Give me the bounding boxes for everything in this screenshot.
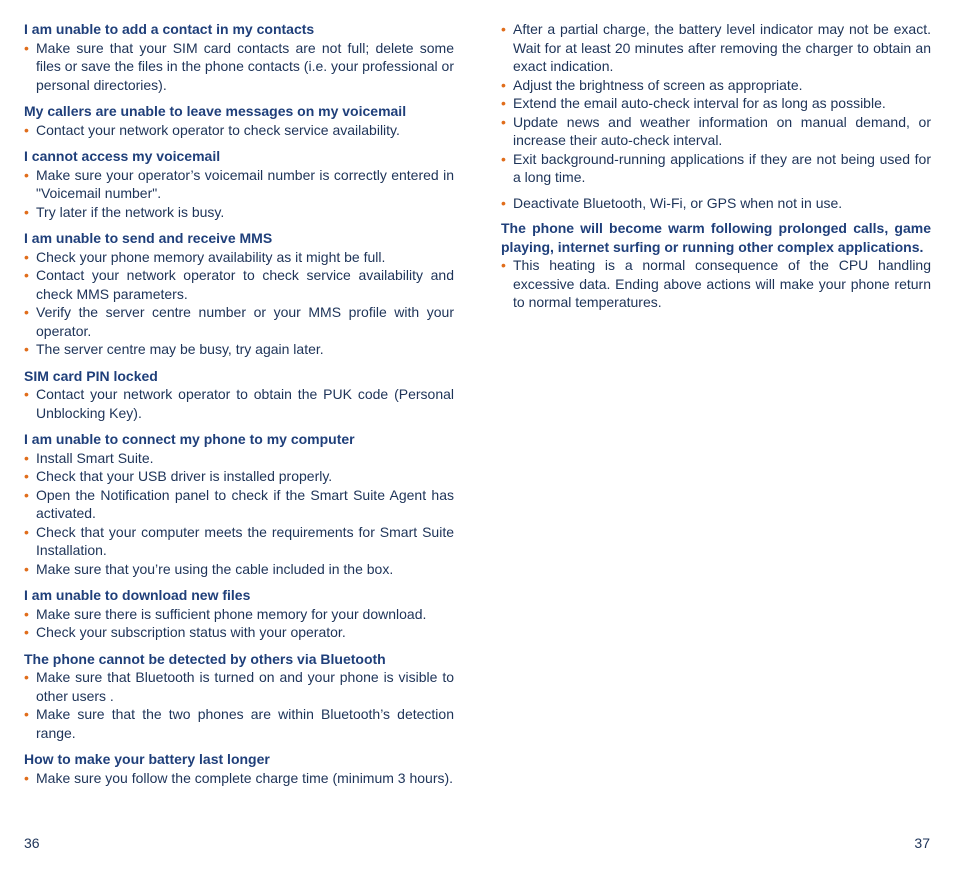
bullet-list — [24, 449, 454, 579]
bullet-item: • Make sure there is sufficient phone memory for your download. — [24, 605, 454, 624]
section-voicemail-access — [24, 147, 454, 221]
bullet-item: • Make sure that Bluetooth is turned on and your phone is visible to other users . — [24, 668, 454, 705]
section-connect-computer — [24, 430, 454, 578]
bullet-list — [24, 769, 454, 788]
section-heading: SIM card PIN locked — [24, 367, 158, 384]
bullet-item: • Make sure your operator’s voicemail number is correctly entered in "Voicemail number". — [24, 166, 454, 203]
bullet-item: • Extend the email auto-check interval for as long as possible. — [501, 94, 931, 113]
spacer — [501, 187, 931, 194]
section-heading: I cannot access my voicemail — [24, 148, 221, 164]
section-heading: I am unable to connect my phone to my computer — [24, 431, 355, 447]
section-sim-pin — [24, 367, 454, 423]
bullet-item: • Check that your USB driver is installed properly. — [24, 467, 454, 486]
section-download-files — [24, 586, 454, 642]
section-mms — [24, 229, 454, 359]
section-phone-warm — [501, 219, 931, 312]
bullet-item: • Contact your network operator to obtain the PUK code (Personal Unblocking Key). — [24, 385, 454, 422]
bullet-list — [24, 385, 454, 422]
bullet-item: • Try later if the network is busy. — [24, 203, 454, 222]
page-number-left: 36 — [24, 835, 40, 851]
bullet-item: • Contact your network operator to check service availability. — [24, 121, 454, 140]
bullet-item: • Check your phone memory availability as it might be full. — [24, 248, 454, 267]
bullet-item: • Verify the server centre number or your MMS profile with your operator. — [24, 303, 454, 340]
section-heading: How to make your battery last longer — [24, 751, 270, 767]
section-heading: I am unable to add a contact in my contacts — [24, 21, 315, 37]
bullet-item: • This heating is a normal consequence of the CPU handling excessive data. Ending above actions will make your phone return to normal temperatures. — [501, 256, 931, 312]
bullet-item: • Open the Notification panel to check if the Smart Suite Agent has activated. — [24, 486, 454, 523]
bullet-list — [24, 121, 454, 140]
bullet-item: • Deactivate Bluetooth, Wi-Fi, or GPS when not in use. — [501, 194, 931, 213]
bullet-item: • After a partial charge, the battery level indicator may not be exact. Wait for at least 20 minutes after removing the charger to obtain an exact indication. — [501, 20, 931, 76]
section-heading: The phone will become warm following prolonged calls, game playing, internet surfing or running other complex applications. — [501, 220, 931, 255]
bullet-item: • Check that your computer meets the requirements for Smart Suite Installation. — [24, 523, 454, 560]
left-column — [24, 20, 454, 795]
bullet-item: • Contact your network operator to check service availability and check MMS parameters. — [24, 266, 454, 303]
section-battery — [24, 750, 454, 787]
bullet-item: • Make sure you follow the complete charge time (minimum 3 hours). — [24, 769, 454, 788]
section-heading: I am unable to download new files — [24, 587, 251, 603]
bullet-list — [24, 39, 454, 95]
bullet-item: • Update news and weather information on manual demand, or increase their auto-check interval. — [501, 113, 931, 150]
battery-tips-list-extra — [501, 194, 931, 213]
bullet-list — [24, 605, 454, 642]
bullet-list — [24, 668, 454, 742]
page-number-right: 37 — [914, 835, 930, 851]
section-bluetooth — [24, 650, 454, 743]
section-heading: My callers are unable to leave messages on my voicemail — [24, 103, 407, 119]
bullet-item: • Adjust the brightness of screen as appropriate. — [501, 76, 931, 95]
battery-tips-list — [501, 20, 931, 187]
section-heading: I am unable to send and receive MMS — [24, 230, 273, 246]
section-voicemail-callers — [24, 102, 454, 139]
section-add-contact — [24, 20, 454, 94]
bullet-item: • Install Smart Suite. — [24, 449, 454, 468]
spacer — [501, 212, 931, 219]
bullet-item: • Make sure that the two phones are within Bluetooth’s detection range. — [24, 705, 454, 742]
bullet-item: • Exit background-running applications if they are not being used for a long time. — [501, 150, 931, 187]
section-heading: The phone cannot be detected by others via Bluetooth — [24, 650, 386, 667]
bullet-item: • Check your subscription status with your operator. — [24, 623, 454, 642]
bullet-list — [24, 248, 454, 359]
bullet-list — [24, 166, 454, 222]
bullet-item: • Make sure that you’re using the cable included in the box. — [24, 560, 454, 579]
right-column — [501, 20, 931, 320]
bullet-item: • The server centre may be busy, try again later. — [24, 340, 454, 359]
bullet-list — [501, 256, 931, 312]
bullet-item: • Make sure that your SIM card contacts are not full; delete some files or save the files in the phone contacts (i.e. your professional or personal directories). — [24, 39, 454, 95]
